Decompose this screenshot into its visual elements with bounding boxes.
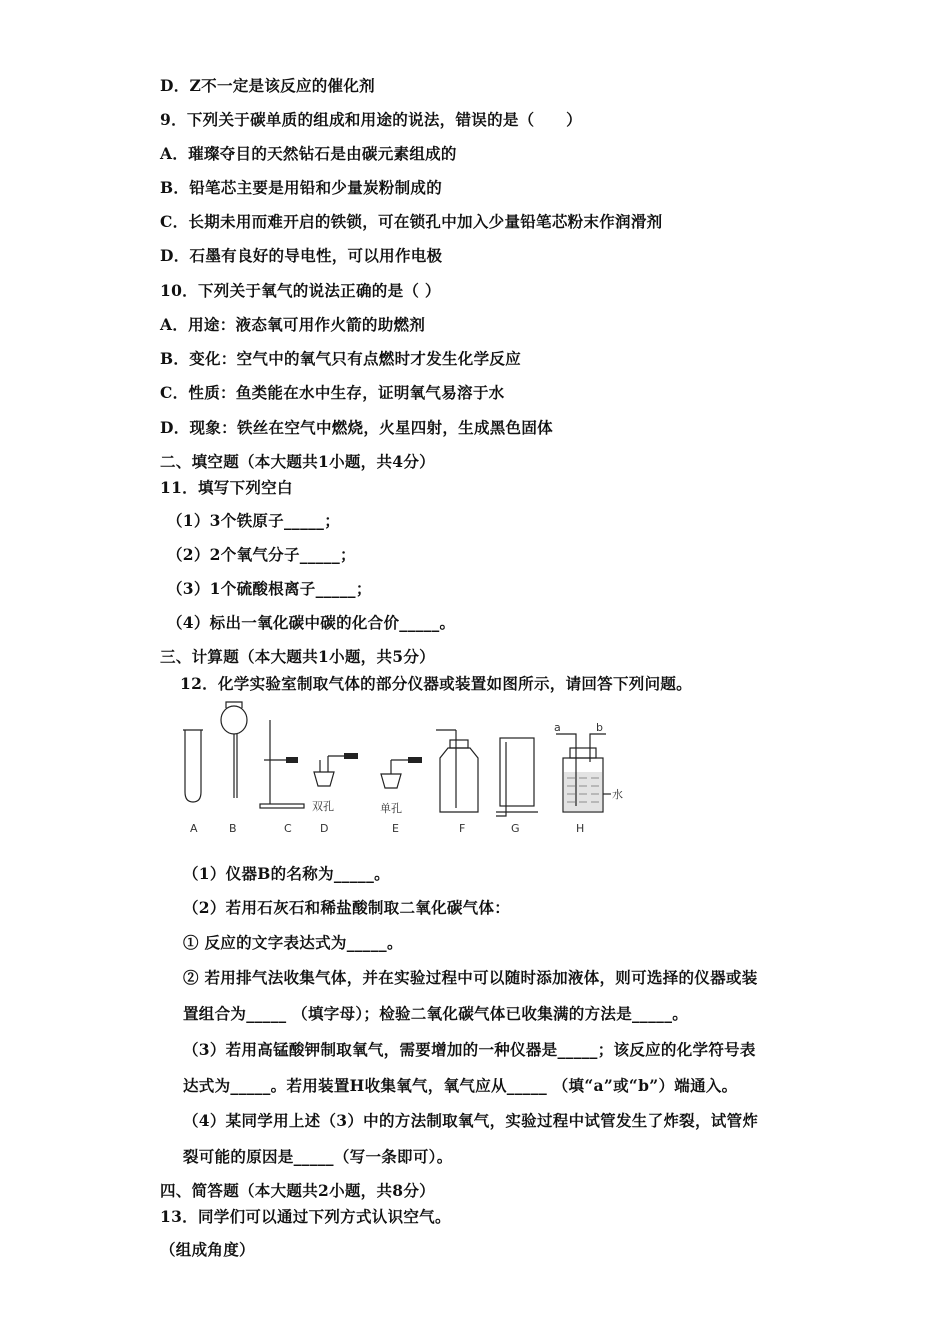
question-12-stem: 12．化学实验室制取气体的部分仪器或装置如图所示，请回答下列问题。	[180, 674, 692, 693]
q10-option-b: B．变化：空气中的氧气只有点燃时才发生化学反应	[160, 349, 522, 368]
apparatus-figure	[178, 700, 638, 845]
q10-option-c: C．性质：鱼类能在水中生存，证明氧气易溶于水	[160, 383, 505, 402]
stopper-e	[381, 757, 422, 788]
section-2-heading: 二、填空题（本大题共1小题，共4分）	[160, 452, 435, 471]
q13-subheading: （组成角度）	[160, 1240, 255, 1259]
label-e: E	[392, 822, 399, 835]
tube-a-label: a	[554, 721, 561, 734]
q12-part-3-cont: 达式为_____。若用装置H收集氧气，氧气应从_____ （填“a”或“b”）端通入。	[183, 1076, 738, 1095]
q9-option-b: B．铅笔芯主要是用铅和少量炭粉制成的	[160, 178, 443, 197]
label-f: F	[459, 822, 466, 835]
q12-part-2: （2）若用石灰石和稀盐酸制取二氧化碳气体：	[183, 898, 511, 917]
test-tube-a	[183, 730, 203, 802]
question-11-stem: 11．填写下列空白	[160, 478, 293, 497]
iron-stand-c	[260, 720, 304, 808]
question-13-stem: 13．同学们可以通过下列方式认识空气。	[160, 1207, 451, 1226]
q12-part-2-sub-2-cont: 置组合为_____ （填字母）；检验二氧化碳气体已收集满的方法是_____。	[183, 1004, 689, 1023]
q10-option-a: A．用途：液态氧可用作火箭的助燃剂	[160, 315, 426, 334]
q11-part-3: （3）1个硫酸根离子_____；	[167, 579, 372, 598]
label-d: D	[320, 822, 329, 835]
q12-part-3: （3）若用高锰酸钾制取氧气，需要增加的一种仪器是_____；该反应的化学符号表	[183, 1040, 756, 1059]
q11-part-4: （4）标出一氧化碳中碳的化合价_____。	[167, 613, 456, 632]
label-h: H	[576, 822, 585, 835]
q11-part-2: （2）2个氧气分子_____；	[167, 545, 356, 564]
gas-bottle-f	[436, 730, 478, 812]
double-hole-label: 双孔	[312, 800, 334, 813]
label-c: C	[284, 822, 292, 835]
q10-option-d: D．现象：铁丝在空气中燃烧，火星四射，生成黑色固体	[160, 418, 553, 437]
q9-option-a: A．璀璨夺目的天然钻石是由碳元素组成的	[160, 144, 457, 163]
section-3-heading: 三、计算题（本大题共1小题，共5分）	[160, 647, 435, 666]
stopper-d	[314, 753, 358, 786]
section-4-heading: 四、简答题（本大题共2小题，共8分）	[160, 1181, 435, 1200]
q12-part-1: （1）仪器B的名称为_____。	[183, 864, 390, 883]
funnel-b	[221, 702, 247, 798]
question-9-stem: 9．下列关于碳单质的组成和用途的说法，错误的是（ ）	[160, 110, 582, 129]
q9-option-c: C．长期未用而难开启的铁锁，可在锁孔中加入少量铅笔芯粉末作润滑剂	[160, 212, 663, 231]
label-g: G	[511, 822, 520, 835]
q12-part-2-sub-2: ② 若用排气法收集气体，并在实验过程中可以随时添加液体，则可选择的仪器或装	[183, 968, 758, 987]
q12-part-2-sub-1: ① 反应的文字表达式为_____。	[183, 933, 403, 952]
washing-bottle-h	[556, 734, 611, 812]
option-d-q8: D．Z不一定是该反应的催化剂	[160, 76, 375, 95]
q12-part-4-cont: 裂可能的原因是_____（写一条即可）。	[183, 1147, 453, 1166]
q11-part-1: （1）3个铁原子_____；	[167, 511, 341, 530]
q9-option-d: D．石墨有良好的导电性，可以用作电极	[160, 246, 443, 265]
tube-b-label: b	[596, 721, 603, 734]
q12-part-4: （4）某同学用上述（3）中的方法制取氧气，实验过程中试管发生了炸裂，试管炸	[183, 1111, 759, 1130]
collector-g	[496, 738, 538, 816]
label-a: A	[190, 822, 198, 835]
single-hole-label: 单孔	[380, 802, 402, 815]
question-10-stem: 10．下列关于氧气的说法正确的是（ ）	[160, 281, 441, 300]
water-label: 水	[612, 788, 623, 801]
label-b: B	[229, 822, 237, 835]
